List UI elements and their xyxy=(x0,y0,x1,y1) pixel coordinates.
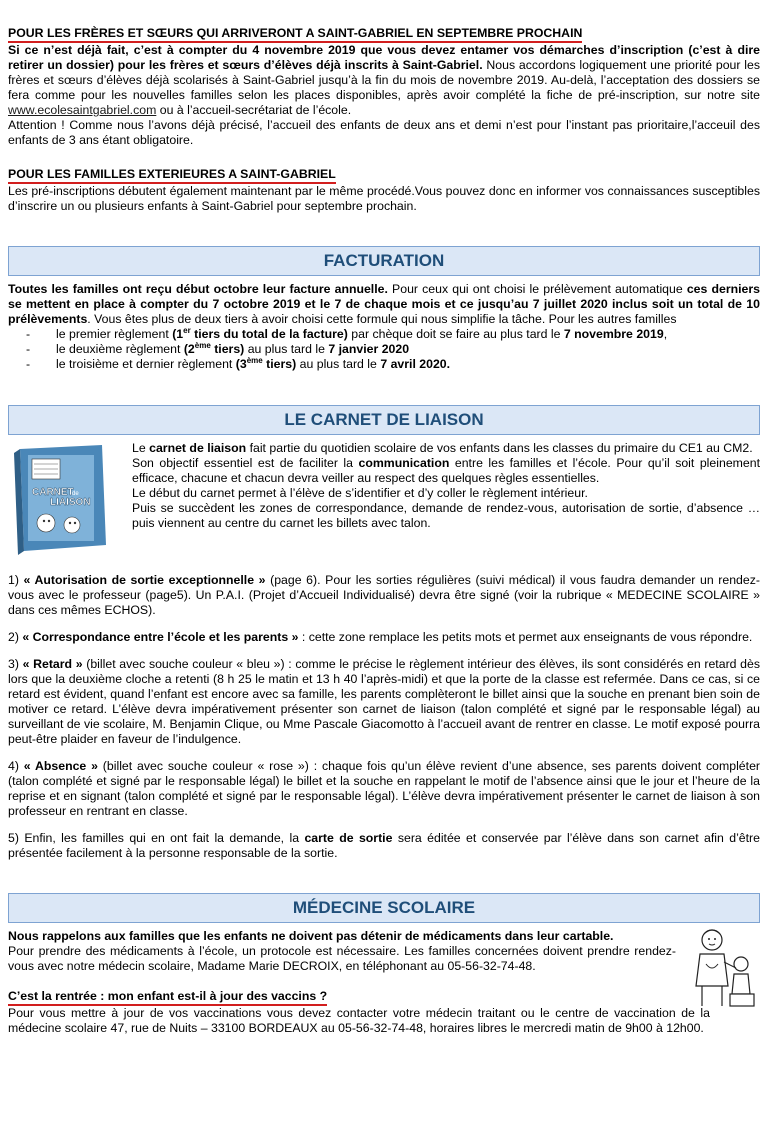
paragraph-attention: Attention ! Comme nous l’avons déjà précisé, l’accueil des enfants de deux ans et demi n’est pour l’instant pas prioritaire,l’acceuil des enfants de 3 ans étant obligatoire. xyxy=(8,118,760,147)
carnet-intro-p4: Puis se succèdent les zones de correspondance, demande de rendez-vous, autorisation de sortie, d’absence … puis viennent au centre du carnet les billets avec talon. xyxy=(132,501,760,530)
list-item xyxy=(26,327,760,342)
carnet-item-4 xyxy=(8,759,760,819)
website-link[interactable]: www.ecolesaintgabriel.com xyxy=(8,103,157,117)
item-text: : cette zone remplace les petits mots et permet aux enseignants de vous répondre. xyxy=(298,630,753,644)
doctor-illustration-icon xyxy=(686,924,764,1010)
carnet-item-1 xyxy=(8,573,760,618)
item-number: 1) xyxy=(8,573,24,587)
carnet-intro xyxy=(8,441,760,561)
facturation-text-1: Pour ceux qui ont choisi le prélèvement automatique xyxy=(387,282,687,296)
carnet-intro-text xyxy=(132,441,760,531)
item-text: 5) Enfin, les familles qui en ont fait la demande, la xyxy=(8,831,305,845)
item-text: le deuxième règlement xyxy=(56,342,184,356)
medecine-vaccins: Pour vous mettre à jour de vos vaccinations vous devez contacter votre médecin traitant ou le centre de vaccination de la médecine scolaire 47, rue de Nuits – 33100 BORDEAUX au 05-56-32-74-48, horaires libres le mercredi matin de 9h00 à 12h00. xyxy=(8,1006,710,1035)
paragraph-facturation xyxy=(8,282,760,327)
inscription-end: ou à l’accueil-secrétariat de l’école. xyxy=(156,103,352,117)
carnet-title-text: CARNET xyxy=(32,487,74,498)
item-bold-end: tiers du total de la facture) xyxy=(190,327,348,341)
banner-facturation: FACTURATION xyxy=(8,246,760,276)
item-bold: (3 xyxy=(235,357,247,371)
facturation-text-2: . Vous êtes plus de deux tiers à avoir choisi cette formule qui nous simplifie la tâche. Pour les autres familles xyxy=(87,312,677,326)
section-familles-exterieures xyxy=(8,165,760,214)
heading-familles-exterieures: POUR LES FAMILLES EXTERIEURES A SAINT-GABRIEL xyxy=(8,167,336,184)
inscription-text: Nous accordons logiquement une priorité pour les frères et sœurs d’élèves déjà scolarisés à Saint-Gabriel jusqu’à la fin du mois de novembre 2019. Au-delà, l’acceptation des dossiers se fera comme pour les nouvelles familles selon les places disponibles, après avoir complété la fiche de pré-inscription, sur notre site xyxy=(8,58,760,102)
item-title: carte de sortie xyxy=(304,831,393,845)
obj-a: Son objectif essentiel est de faciliter la xyxy=(132,456,359,470)
item-number: 4) xyxy=(8,759,24,773)
item-text-2: au plus tard le xyxy=(296,357,381,371)
carnet-intro-p2 xyxy=(132,456,760,486)
carnet-intro-p3: Le début du carnet permet à l’élève de s’identifier et d’y coller le règlement intérieur. xyxy=(132,486,588,500)
item-bold: (2 xyxy=(183,342,195,356)
item-bold: (1 xyxy=(172,327,184,341)
banner-medecine-scolaire: MÉDECINE SCOLAIRE xyxy=(8,893,760,923)
item-title: « Autorisation de sortie exceptionnelle » xyxy=(23,573,266,587)
payment-list xyxy=(8,327,760,372)
vaccins-heading-wrap xyxy=(8,987,760,1006)
item-text: le troisième et dernier règlement xyxy=(56,357,236,371)
section-medecine-scolaire xyxy=(8,929,760,1036)
item-text: (page 6). Pour les sorties régulières (suivi médical) il vous faudra demander un rendez-vous avec le professeur (page5). Un P.A.I. (Projet d’Accueil Individualisé) devra être signé (voir la rubrique « MEDECINE SCOLAIRE » dans ces mêmes ECHOS). xyxy=(8,573,760,617)
item-text-2: au plus tard le xyxy=(244,342,329,356)
paragraph-inscription xyxy=(8,43,760,118)
carnet-item-2 xyxy=(8,630,760,645)
medecine-protocole: Pour prendre des médicaments à l’école, un protocole est nécessaire. Les familles concernées doivent prendre rendez-vous avec notre médecin scolaire, Madame Marie DECROIX, en téléphonant au 05-56-32-74-48. xyxy=(8,944,676,973)
section-freres-soeurs xyxy=(8,24,760,148)
heading-freres-soeurs: POUR LES FRÈRES ET SŒURS QUI ARRIVERONT A SAINT-GABRIEL EN SEPTEMBRE PROCHAIN xyxy=(8,26,582,43)
item-bold-end: tiers) xyxy=(262,357,297,371)
carnet-de-text: de xyxy=(72,491,79,497)
item-title: « Retard » xyxy=(22,657,83,671)
item-text: le premier règlement xyxy=(56,327,173,341)
list-item xyxy=(26,342,760,357)
obj-b: communication xyxy=(358,456,450,470)
item-number: 2) xyxy=(8,630,23,644)
facturation-bold-2: ces derniers se mettent en place à compter du 7 octobre 2019 et le 7 de chaque mois et ce jusqu’au 7 juillet 2020 inclus soit un total de 10 prélèvements xyxy=(8,282,760,326)
section-facturation xyxy=(8,282,760,372)
carnet-intro-p1 xyxy=(132,441,760,456)
section-carnet-liaison xyxy=(8,441,760,861)
heading-vaccins: C’est la rentrée : mon enfant est-il à jour des vaccins ? xyxy=(8,989,327,1006)
intro-c: fait partie du quotidien scolaire de vos enfants dans les classes du primaire du CE1 au CM2. xyxy=(246,441,753,455)
paragraph-preinscriptions: Les pré-inscriptions débutent également maintenant par le même procédé.Vous pouvez donc en informer vos connaissances susceptibles d’inscrire un ou plusieurs enfants à Saint-Gabriel pour septembre prochain. xyxy=(8,184,760,213)
item-sup: er xyxy=(183,325,191,335)
facturation-bold-1: Toutes les familles ont reçu début octobre leur facture annuelle. xyxy=(8,282,388,296)
carnet-subtitle-text: LIAISON xyxy=(50,497,91,508)
item-bold-end: tiers) xyxy=(210,342,245,356)
intro-a: Le xyxy=(132,441,150,455)
item-sup: ème xyxy=(194,340,211,350)
item-number: 3) xyxy=(8,657,23,671)
item-date: 7 janvier 2020 xyxy=(328,342,410,356)
medecine-bold: Nous rappelons aux familles que les enfants ne doivent pas détenir de médicaments dans leur cartable. xyxy=(8,929,614,943)
item-text-2: par chèque doit se faire au plus tard le xyxy=(347,327,564,341)
item-text: (billet avec souche couleur « bleu ») : comme le précise le règlement intérieur des élèves, ils sont considérés en retard dès lors que la deuxième cloche a retenti (8 h 25 le matin et 13 h 40 l’après-midi) et que la porte de la classe est refermée. Dans ce cas, si ce retard est évident, quand l’enfant est encore avec sa famille, les parents complèteront le billet ainsi que la souche en prenant bien soin de motiver ce retard. L’élève devra impérativement présenter son carnet de liaison (talon complété et signé par le responsable légal) au surveillant de vie scolaire, M. Benjamin Clique, ou Mme Pascale Giacomotto à l’accueil avant de rentrer en classe. Le motif exposé pourra peut-être plaider en faveur de l’indulgence. xyxy=(8,657,760,746)
item-title: « Absence » xyxy=(23,759,98,773)
carnet-item-3 xyxy=(8,657,760,747)
item-title: « Correspondance entre l’école et les parents » xyxy=(22,630,299,644)
carnet-book-icon xyxy=(10,443,116,559)
list-item xyxy=(26,357,760,372)
newsletter-page xyxy=(8,0,760,1036)
banner-carnet-liaison: LE CARNET DE LIAISON xyxy=(8,405,760,435)
item-sup: ème xyxy=(246,355,263,365)
medecine-warning xyxy=(8,929,760,944)
obj-c: entre les familles et l’école. Pour qu’il soit pleinement efficace, chacune et chacun devra veiller au respect des quelques règles essentielles. xyxy=(132,456,760,485)
item-text: (billet avec souche couleur « rose ») : chaque fois qu’un élève revient d’une absence, ses parents doivent compléter (talon complété et signé par le responsable légal) le billet et la souche en rappelant le motif de l’absence ainsi que le jour et l’heure de la reprise et en signant (talon complété et signé par le responsable légal). L’élève devra impérativement présenter le carnet de liaison à son professeur en rentrant en classe. xyxy=(8,759,760,818)
item-end: , xyxy=(663,327,668,341)
item-date: 7 novembre 2019 xyxy=(563,327,664,341)
intro-b: carnet de liaison xyxy=(149,441,247,455)
carnet-item-5 xyxy=(8,831,760,861)
item-text-end: sera éditée et conservée par l’élève dans son carnet afin d’être présentée facilement à la personne responsable de la sortie. xyxy=(8,831,760,860)
inscription-bold: Si ce n’est déjà fait, c’est à compter du 4 novembre 2019 que vous devez entamer vos démarches d’inscription (c’est à dire retirer un dossier) pour les frères et sœurs d’élèves déjà inscrits à Saint-Gabriel. xyxy=(8,43,760,72)
item-date: 7 avril 2020. xyxy=(380,357,451,371)
